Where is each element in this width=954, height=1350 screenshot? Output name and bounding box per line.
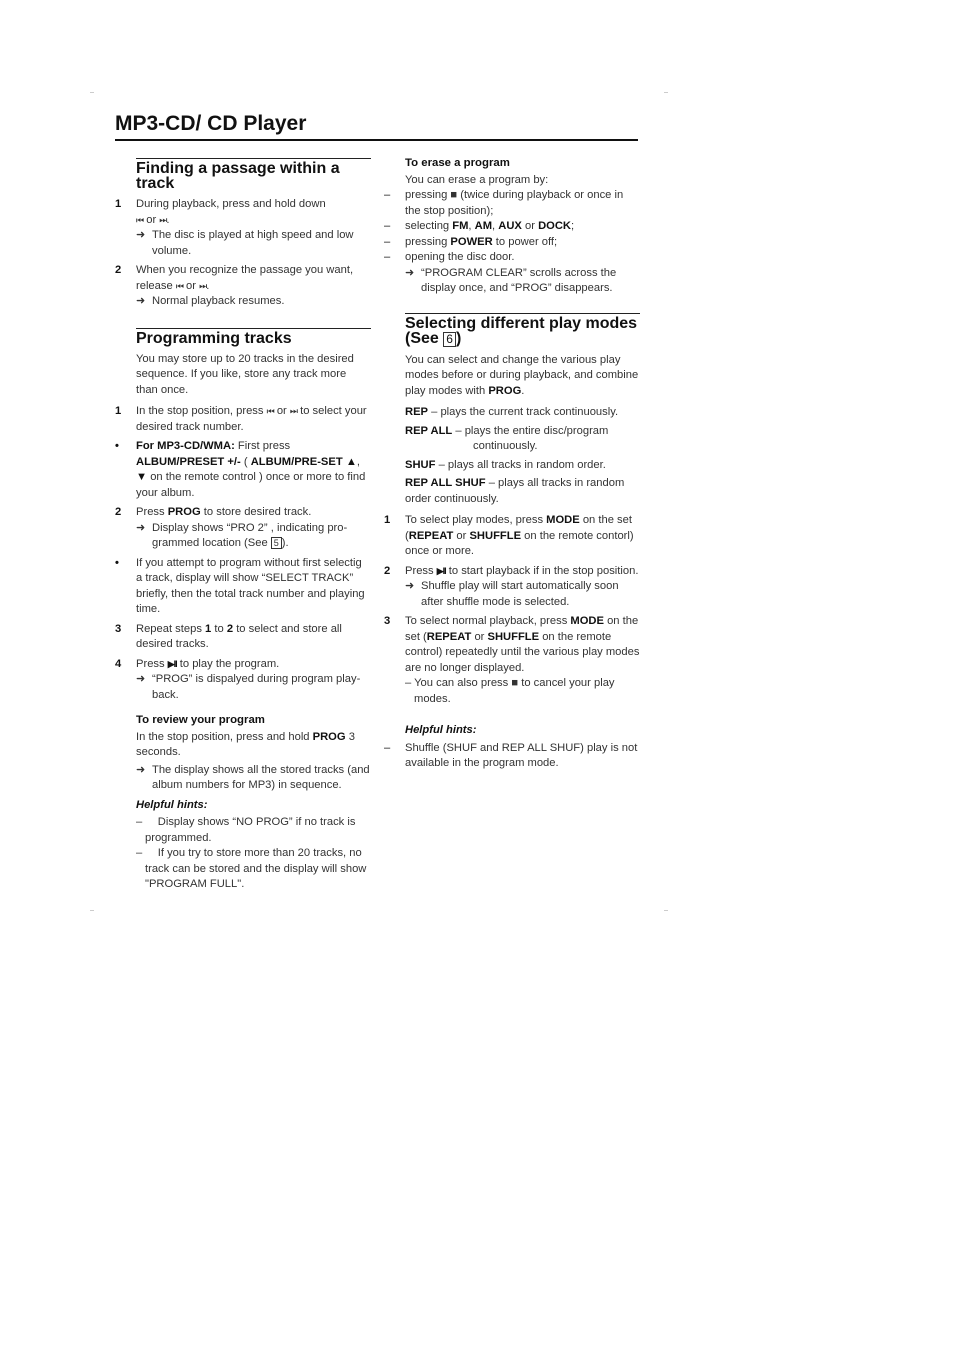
dash: – bbox=[384, 741, 391, 754]
result-text: Normal playback resumes. bbox=[152, 295, 285, 307]
arrow-icon: ➜ bbox=[136, 763, 146, 776]
up-icon: ▲ bbox=[345, 455, 357, 468]
next-icon: ⏭ bbox=[199, 280, 207, 291]
key-label: SHUFFLE bbox=[487, 630, 540, 643]
dash: – bbox=[384, 220, 391, 232]
key-label: ALBUM/PRESET +/- bbox=[136, 455, 241, 468]
mode-rep-all bbox=[405, 424, 640, 455]
mode-key: REP ALL SHUF bbox=[405, 477, 486, 489]
review-text-b: 3 seconds. bbox=[136, 730, 355, 758]
step-text: to bbox=[214, 622, 224, 635]
programming-section-title: Programming tracks bbox=[136, 328, 371, 346]
hint-text: Display shows “NO PROG” if no track is programmed. bbox=[145, 816, 356, 844]
programming-step-1 bbox=[115, 404, 371, 435]
step-number: 2 bbox=[384, 564, 391, 577]
step-text: To select normal playback, press bbox=[405, 615, 568, 627]
arrow-icon: ➜ bbox=[405, 580, 415, 592]
hints-right-title: Helpful hints: bbox=[405, 724, 477, 736]
play-pause-icon: ▶II bbox=[436, 565, 446, 576]
or-text: or bbox=[474, 630, 485, 643]
erase-title: To erase a program bbox=[405, 157, 510, 169]
result-text: Display shows “PRO 2” , indicating pro-grammed location (See bbox=[152, 521, 348, 549]
step-text: on the set ( bbox=[405, 615, 639, 643]
step-number: 4 bbox=[115, 657, 122, 670]
modes-step-3-note bbox=[405, 676, 640, 707]
key-label: REPEAT bbox=[426, 630, 472, 643]
modes-step-2-result bbox=[405, 579, 640, 610]
step-number: 3 bbox=[384, 615, 391, 627]
mode-shuf bbox=[405, 458, 640, 474]
review-result bbox=[136, 763, 371, 794]
programming-step-4-result bbox=[136, 672, 371, 703]
erase-item-power bbox=[384, 235, 640, 251]
stop-icon: ■ bbox=[450, 189, 458, 201]
result-text: Shuffle play will start automatically soon after shuffle mode is selected. bbox=[421, 580, 619, 608]
right-column bbox=[384, 156, 640, 776]
erase-text: opening the disc door. bbox=[405, 251, 515, 263]
mode-key: SHUF bbox=[405, 458, 436, 471]
result-text: ). bbox=[281, 537, 289, 549]
arrow-icon: ➜ bbox=[136, 295, 146, 307]
prev-icon: ⏮ bbox=[175, 280, 183, 291]
or-text: or bbox=[525, 220, 535, 232]
mode-desc: – plays all tracks in random order. bbox=[438, 458, 606, 471]
step-number: 1 bbox=[115, 198, 122, 210]
hint-text: Shuffle (SHUF and REP ALL SHUF) play is not available in the program mode. bbox=[405, 741, 638, 769]
key-label: FM bbox=[452, 220, 469, 232]
erase-text: (twice during playback or once in the stop position); bbox=[405, 189, 624, 217]
modes-step-3 bbox=[384, 614, 640, 707]
step-ref: 1 bbox=[205, 622, 212, 635]
or-text: or bbox=[276, 405, 287, 417]
play-pause-icon: ▶II bbox=[167, 658, 177, 669]
step-number: 2 bbox=[115, 264, 122, 276]
bullet-text: First press bbox=[237, 440, 291, 452]
hint-item bbox=[384, 741, 640, 772]
erase-text: selecting bbox=[405, 220, 450, 232]
dash: – bbox=[384, 235, 391, 248]
erase-result bbox=[405, 266, 640, 297]
next-icon: ⏭ bbox=[159, 214, 167, 225]
arrow-icon: ➜ bbox=[405, 266, 415, 279]
key-label: AUX bbox=[498, 220, 522, 232]
result-text: The disc is played at high speed and low volume. bbox=[152, 229, 354, 257]
key-label: PROG bbox=[312, 730, 346, 743]
bold-lead: For MP3-CD/WMA: bbox=[136, 440, 235, 452]
erase-text: to power off; bbox=[495, 235, 558, 248]
bullet: • bbox=[115, 440, 119, 452]
down-icon: ▼ bbox=[136, 471, 148, 483]
arrow-icon: ➜ bbox=[136, 521, 146, 534]
stop-icon: ■ bbox=[511, 677, 519, 689]
page-title: MP3-CD/ CD Player bbox=[115, 112, 638, 141]
erase-text: pressing bbox=[405, 235, 448, 248]
comma: , bbox=[356, 455, 360, 468]
step-number: 1 bbox=[115, 405, 122, 417]
figure-ref: 6 bbox=[443, 332, 456, 347]
step-number: 2 bbox=[115, 506, 122, 518]
result-text: “PROG” is dispalyed during program play-back. bbox=[152, 673, 361, 701]
or-text: or bbox=[186, 279, 196, 292]
hint-item: – If you try to store more than 20 tracks, no track can be stored and the display will show "PROGRAM FULL". bbox=[136, 847, 367, 890]
programming-step-3 bbox=[115, 622, 371, 653]
dash: – bbox=[384, 251, 391, 263]
mode-desc: – plays the current track continuously. bbox=[431, 406, 619, 418]
step-text: on the remote contorl) once or more. bbox=[405, 529, 634, 557]
erase-item-door bbox=[384, 250, 640, 266]
result-text: “PROGRAM CLEAR” scrolls across the display once, and “PROG” disappears. bbox=[421, 266, 617, 294]
finding-section-title: Finding a passage within a track bbox=[136, 158, 371, 191]
modes-section-title bbox=[405, 313, 640, 347]
paren: ( bbox=[243, 455, 248, 468]
step-text: Repeat steps bbox=[136, 622, 202, 635]
step-text: to start playback if in the stop position. bbox=[448, 564, 639, 577]
finding-step-1-result bbox=[136, 228, 371, 259]
hints-left-title: Helpful hints: bbox=[136, 798, 208, 811]
modes-step-1 bbox=[384, 513, 640, 560]
step-text: Press bbox=[405, 564, 434, 577]
key-label: PROG bbox=[488, 384, 522, 397]
step-text: When you recognize the passage you want, release bbox=[136, 264, 354, 292]
programming-intro: You may store up to 20 tracks in the desired sequence. If you like, store any track more than once. bbox=[136, 352, 354, 396]
programming-bullet-mp3 bbox=[115, 439, 371, 501]
modes-title-text: Selecting different play modes (See bbox=[405, 314, 638, 347]
mode-desc: – plays all tracks in random order continuously. bbox=[405, 477, 625, 505]
dash: – bbox=[384, 189, 391, 201]
step-text: To select play modes, press bbox=[405, 514, 544, 526]
modes-title-close: ) bbox=[455, 329, 462, 347]
figure-ref: 5 bbox=[271, 537, 282, 549]
programming-bullet-warning bbox=[115, 556, 371, 618]
step-text: Press bbox=[136, 657, 165, 670]
key-label: PROG bbox=[167, 506, 201, 518]
erase-item-source: – selecting FM, AM, AUX or DOCK; bbox=[384, 219, 640, 235]
modes-intro: You can select and change the various play modes before or during playback, and combine play modes with PROG. bbox=[405, 353, 639, 397]
step-text: In the stop position, press bbox=[136, 405, 264, 417]
key-label: SHUFFLE bbox=[469, 529, 522, 542]
bullet: • bbox=[115, 556, 119, 569]
programming-step-4 bbox=[115, 657, 371, 704]
next-icon: ⏭ bbox=[289, 406, 297, 416]
programming-step-2 bbox=[115, 505, 371, 552]
step-number: 3 bbox=[115, 622, 122, 635]
step-ref: 2 bbox=[226, 622, 234, 635]
step-text: on the remote control) repeatedly until the various play modes are no longer displayed. bbox=[405, 630, 640, 674]
programming-step-2-result bbox=[136, 521, 371, 552]
hint-item: – Display shows “NO PROG” if no track is programmed. bbox=[136, 816, 356, 844]
step-text: to store desired track. bbox=[203, 506, 312, 518]
key-label: DOCK bbox=[538, 220, 572, 232]
or-text: or bbox=[456, 529, 467, 542]
result-text: The display shows all the stored tracks (and album numbers for MP3) in sequence. bbox=[152, 763, 370, 791]
modes-step-2 bbox=[384, 564, 640, 611]
note-text: to cancel your play modes. bbox=[414, 677, 615, 705]
key-label: AM bbox=[474, 220, 493, 232]
step-text: Press bbox=[136, 506, 165, 518]
step-text: During playback, press and hold down bbox=[136, 198, 326, 210]
finding-step-2-result bbox=[136, 294, 371, 310]
mode-rep-all-shuf bbox=[405, 476, 640, 507]
step-text: to play the program. bbox=[179, 657, 280, 670]
key-label: MODE bbox=[570, 615, 604, 627]
step-number: 1 bbox=[384, 514, 391, 526]
key-label: POWER bbox=[450, 235, 493, 248]
finding-step-2: 2 When you recognize the passage you want, release ⏮ or ⏭. ➜ Normal playback resumes. bbox=[115, 263, 371, 310]
hint-text: If you try to store more than 20 tracks, no track can be stored and the display will show "PROGRAM FULL". bbox=[145, 847, 367, 890]
key-label: MODE bbox=[546, 514, 580, 526]
bullet-text: on the remote control ) once or more to find your album. bbox=[136, 471, 366, 499]
erase-item-stop bbox=[384, 188, 640, 219]
mode-rep bbox=[405, 405, 640, 421]
prev-icon: ⏮ bbox=[136, 214, 144, 225]
bullet-text: If you attempt to program without first selectig a track, display will show “SELECT TRACK” briefly, then the total track number and playing time. bbox=[136, 556, 365, 615]
key-label: REPEAT bbox=[408, 529, 454, 542]
or-text: or bbox=[146, 213, 157, 226]
step-text: to select and store all desired tracks. bbox=[136, 622, 342, 650]
modes-intro-text: You can select and change the various play modes before or during playback, and combine play modes with bbox=[405, 353, 639, 397]
finding-step-1: 1 During playback, press and hold down ⏮ or ⏭. ➜ The disc is played at high speed and low volume. bbox=[115, 197, 371, 259]
review-text-a: In the stop position, press and hold bbox=[136, 730, 310, 743]
arrow-icon: ➜ bbox=[136, 229, 146, 241]
review-title: To review your program bbox=[136, 714, 265, 726]
mode-desc: – plays the entire disc/program continuously. bbox=[455, 424, 609, 452]
note-text: – You can also press bbox=[405, 677, 509, 689]
mode-key: REP ALL bbox=[405, 424, 453, 437]
erase-intro: You can erase a program by: bbox=[405, 173, 549, 186]
arrow-icon: ➜ bbox=[136, 673, 146, 685]
mode-key: REP bbox=[405, 406, 429, 418]
key-label: ALBUM/PRE-SET bbox=[250, 455, 343, 468]
step-text: to select your desired track number. bbox=[136, 405, 367, 433]
left-column bbox=[115, 158, 371, 899]
prev-icon: ⏮ bbox=[266, 406, 274, 416]
erase-text: pressing bbox=[405, 189, 448, 201]
step-text: on the set ( bbox=[405, 514, 632, 542]
review-text bbox=[136, 730, 371, 761]
